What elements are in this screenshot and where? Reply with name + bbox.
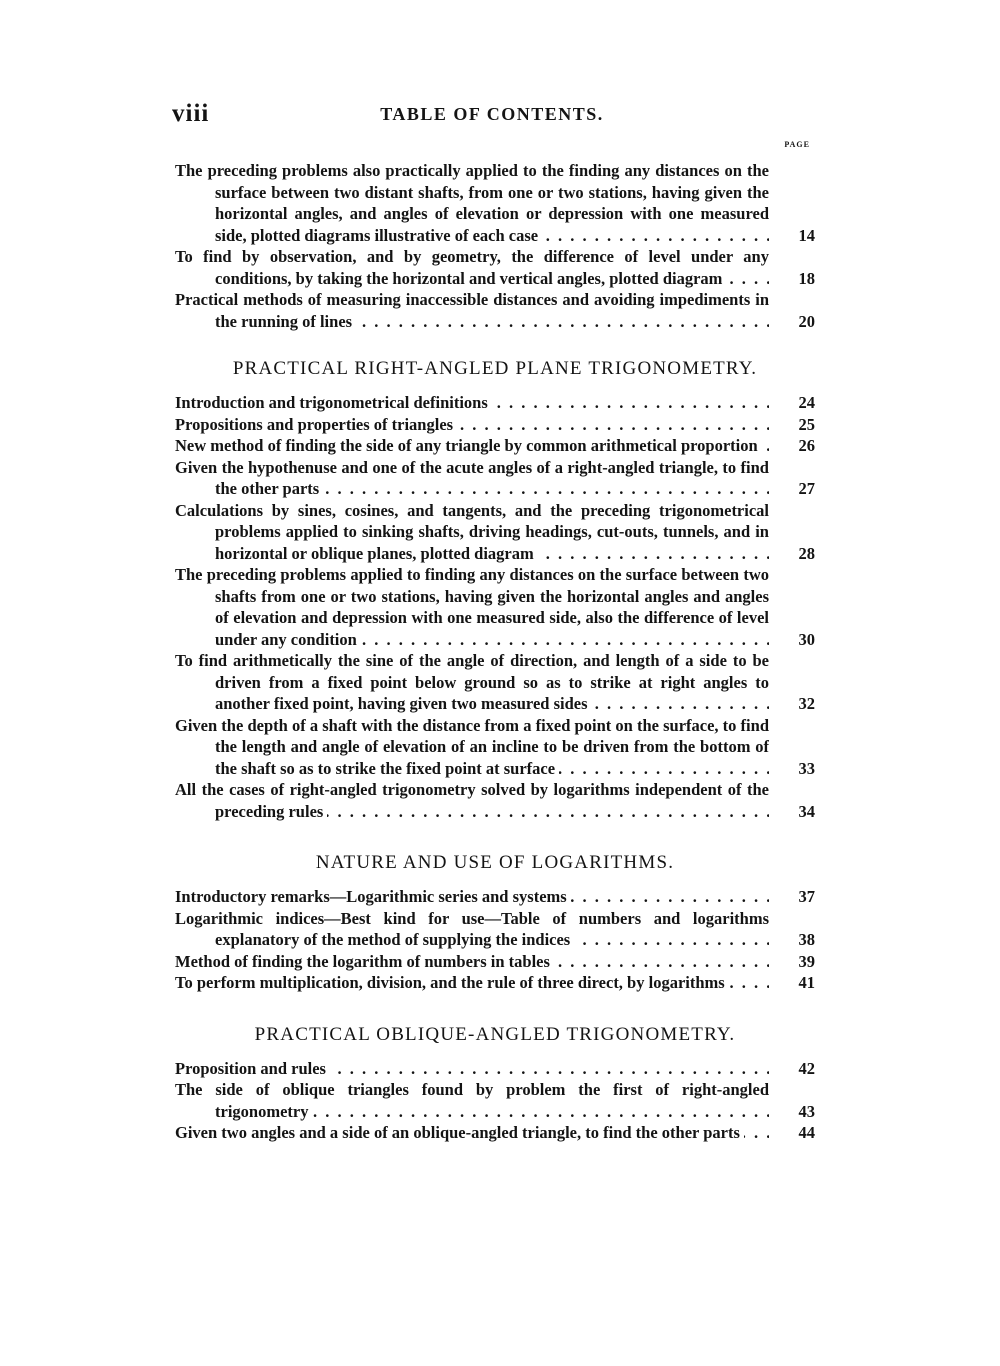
toc-entry-page: 39 — [798, 951, 815, 971]
toc-entry — [175, 564, 815, 650]
toc-entry-page: 24 — [798, 393, 815, 412]
toc-entry-page: 43 — [798, 1101, 815, 1121]
toc-entry-page: 37 — [798, 887, 815, 906]
toc-entry — [175, 414, 815, 436]
toc-entry — [175, 1079, 815, 1122]
toc-entry — [175, 457, 815, 500]
toc-entry-page: 38 — [798, 930, 815, 949]
toc-entry-text: To find by observation, and by geometry, the difference of level under any conditions, by taking the horizontal and vertical angles, plotted diagram — [175, 247, 769, 288]
toc-entry-page: 41 — [798, 973, 815, 992]
toc-intro-block — [175, 160, 815, 1144]
toc-entry-text: All the cases of right-angled trigonometry solved by logarithms independent of the preceding rules — [175, 780, 769, 821]
toc-entry-page: 30 — [798, 629, 815, 649]
toc-entry-page: 25 — [798, 414, 815, 434]
toc-entry-text: Method of finding the logarithm of numbers in tables — [175, 952, 554, 971]
toc-entry — [175, 886, 815, 908]
toc-entry-page: 20 — [798, 311, 815, 331]
toc-entry — [175, 972, 815, 994]
toc-entry-text: Logarithmic indices—Best kind for use—Table of numbers and logarithms explanatory of the method of supplying the indices — [175, 908, 769, 949]
toc-entry-page: 44 — [798, 1123, 815, 1142]
section-heading: NATURE AND USE OF LOGARITHMS. — [315, 852, 675, 873]
toc-entry — [175, 246, 815, 289]
toc-entry — [175, 500, 815, 565]
toc-entry-text: Propositions and properties of triangles — [175, 415, 457, 434]
toc-entry — [175, 435, 815, 457]
running-head — [172, 100, 812, 132]
section-heading: PRACTICAL OBLIQUE-ANGLED TRIGONOMETRY. — [254, 1023, 736, 1045]
toc-entry-text: Proposition and rules — [175, 1059, 330, 1078]
toc-entry — [175, 650, 815, 715]
toc-entry — [175, 289, 815, 332]
toc-entry-text: The preceding problems also practically applied to the finding any distances on the surface between two distant shafts, from one or two stations, having given the horizontal angles, and angles of elevation or depression with one measured side, plotted diagrams illustrative of each case — [175, 161, 769, 245]
toc-entry-text: Calculations by sines, cosines, and tangents, and the preceding trigonometrical problems applied to sinking shafts, driving headings, cut-outs, tunnels, and in horizontal or oblique planes, plotted diagram — [175, 500, 769, 563]
toc-entry-page: 42 — [798, 1058, 815, 1078]
toc-entry — [175, 160, 815, 246]
toc-entry — [175, 392, 815, 414]
toc-entry-text: To perform multiplication, division, and the rule of three direct, by logarithms — [175, 973, 729, 992]
toc-entry-page: 18 — [798, 268, 815, 288]
toc-entry-text: Given two angles and a side of an oblique-angled triangle, to find the other parts — [175, 1123, 744, 1142]
toc-entry-text: Given the depth of a shaft with the distance from a fixed point on the surface, to find the length and angle of elevation of an incline to be driven from the bottom of the shaft so as to strike the fixed point at surface — [175, 715, 769, 778]
toc-entry-page: 26 — [798, 436, 815, 455]
toc-entry-text: Introduction and trigonometrical definitions — [175, 393, 492, 412]
toc-entry-text: Practical methods of measuring inaccessible distances and avoiding impediments in the running of lines — [175, 290, 769, 331]
page-column-label: PAGE — [784, 140, 810, 149]
toc-entry — [175, 1122, 815, 1144]
page-folio: viii — [172, 100, 210, 127]
toc-entry-page: 27 — [798, 479, 815, 498]
toc-entry-page: 28 — [798, 543, 815, 563]
toc-entry-text: Given the hypothenuse and one of the acute angles of a right-angled triangle, to find the other parts — [175, 457, 769, 498]
toc-entry-page: 14 — [798, 225, 815, 245]
toc-entry — [175, 715, 815, 780]
toc-entry-page: 33 — [798, 758, 815, 778]
toc-entry-page: 34 — [798, 801, 815, 821]
toc-entry — [175, 1058, 815, 1080]
toc-entry-text: The preceding problems applied to finding any distances on the surface between two shafts from one or two stations, having given the horizontal angles and angles of elevation and depression with one measured side, also the difference of level under any condition — [175, 565, 769, 649]
toc-entry — [175, 779, 815, 822]
toc-entry-text: The side of oblique triangles found by problem the first of right-angled trigonometry — [175, 1080, 769, 1121]
toc-entry — [175, 951, 815, 973]
section-heading: PRACTICAL RIGHT-ANGLED PLANE TRIGONOMETRY. — [232, 358, 758, 379]
toc-entry-text: To find arithmetically the sine of the angle of direction, and length of a side to be driven from a fixed point below ground so as to strike at right angles to another fixed point, having given two measured sides — [175, 651, 769, 713]
toc-entry-text: Introductory remarks—Logarithmic series and systems — [175, 887, 571, 906]
page-title: TABLE OF CONTENTS. — [380, 104, 604, 124]
toc-entry — [175, 908, 815, 951]
toc-entry-text: New method of finding the side of any triangle by common arithmetical proportion — [175, 436, 762, 455]
toc-entry-page: 32 — [798, 694, 815, 713]
